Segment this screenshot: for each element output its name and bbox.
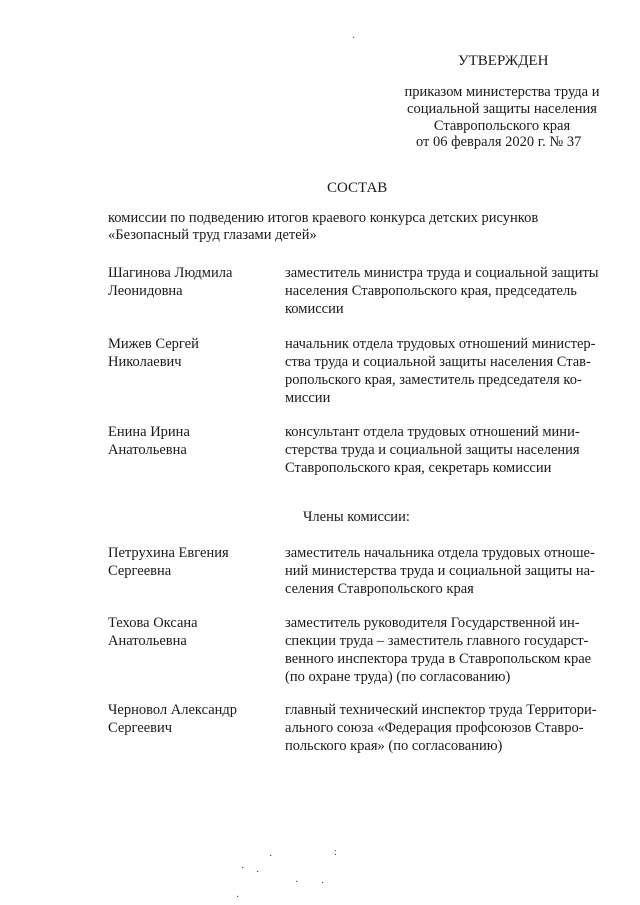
role-line: ний министерства труда и социальной защиты на- xyxy=(285,563,595,579)
role-line: главный технический инспектор труда Территори- xyxy=(285,702,597,718)
name-line: Техова Оксана xyxy=(108,615,198,631)
name-line: Шагинова Людмила xyxy=(108,265,233,281)
role-line: начальник отдела трудовых отношений министер- xyxy=(285,336,596,352)
approved-heading: УТВЕРЖДЕН xyxy=(458,53,549,69)
role-line: венного инспектора труда в Ставропольском крае xyxy=(285,651,592,667)
document-title: СОСТАВ xyxy=(327,180,388,196)
role-line: заместитель министра труда и социальной защиты xyxy=(285,265,599,281)
scan-speck: · xyxy=(241,863,245,874)
role-line: стерства труда и социальной защиты населения xyxy=(285,442,580,458)
person-role xyxy=(285,614,609,686)
scan-speck: · xyxy=(295,877,299,888)
name-line: Николаевич xyxy=(108,354,182,370)
scan-speck: · xyxy=(352,33,356,44)
order-line: приказом министерства труда и xyxy=(404,84,600,100)
role-line: населения Ставропольского края, председатель xyxy=(285,283,577,299)
scan-speck: · xyxy=(269,851,273,862)
order-line: социальной защиты населения xyxy=(407,101,597,117)
scan-speck: · xyxy=(321,878,325,889)
name-line: Сергеевна xyxy=(108,563,172,579)
order-line: Ставропольского края xyxy=(433,118,571,134)
document-subtitle xyxy=(108,210,608,244)
members-heading: Члены комиссии: xyxy=(303,509,410,525)
role-line: заместитель начальника отдела трудовых отноше- xyxy=(285,545,595,561)
person-role xyxy=(285,264,609,318)
person-role xyxy=(285,544,609,598)
name-line: Леонидовна xyxy=(108,283,183,299)
role-line: польского края» (по согласованию) xyxy=(285,738,503,754)
name-line: Енина Ирина xyxy=(108,424,190,440)
name-line: Сергеевич xyxy=(108,720,173,736)
role-line: комиссии xyxy=(285,301,344,317)
name-line: Мижев Сергей xyxy=(108,336,199,352)
scan-speck: · xyxy=(236,892,240,903)
scan-speck: : xyxy=(334,847,337,858)
role-line: спекции труда – заместитель главного государст- xyxy=(285,633,589,649)
role-line: ропольского края, заместитель председателя ко- xyxy=(285,372,582,388)
name-line: Анатольевна xyxy=(108,633,187,649)
scan-speck: · xyxy=(256,867,260,878)
person-role xyxy=(285,335,609,407)
order-reference xyxy=(396,84,608,135)
name-line: Анатольевна xyxy=(108,442,187,458)
role-line: ства труда и социальной защиты населения Став- xyxy=(285,354,591,370)
subtitle-line: комиссии по подведению итогов краевого конкурса детских рисунков xyxy=(108,210,539,226)
person-name xyxy=(108,614,278,650)
role-line: Ставропольского края, секретарь комиссии xyxy=(285,460,552,476)
person-name xyxy=(108,423,278,459)
person-name xyxy=(108,701,278,737)
person-name xyxy=(108,544,278,580)
order-date: от 06 февраля 2020 г. № 37 xyxy=(416,134,582,150)
subtitle-line: «Безопасный труд глазами детей» xyxy=(108,227,317,243)
role-line: заместитель руководителя Государственной ин- xyxy=(285,615,580,631)
person-role xyxy=(285,423,609,477)
person-role xyxy=(285,701,609,755)
name-line: Петрухина Евгения xyxy=(108,545,229,561)
person-name xyxy=(108,264,278,300)
role-line: (по охране труда) (по согласованию) xyxy=(285,669,511,685)
role-line: ального союза «Федерация профсоюзов Ставро- xyxy=(285,720,584,736)
role-line: консультант отдела трудовых отношений мини- xyxy=(285,424,580,440)
name-line: Черновол Александр xyxy=(108,702,238,718)
role-line: миссии xyxy=(285,390,331,406)
role-line: селения Ставропольского края xyxy=(285,581,474,597)
person-name xyxy=(108,335,278,371)
